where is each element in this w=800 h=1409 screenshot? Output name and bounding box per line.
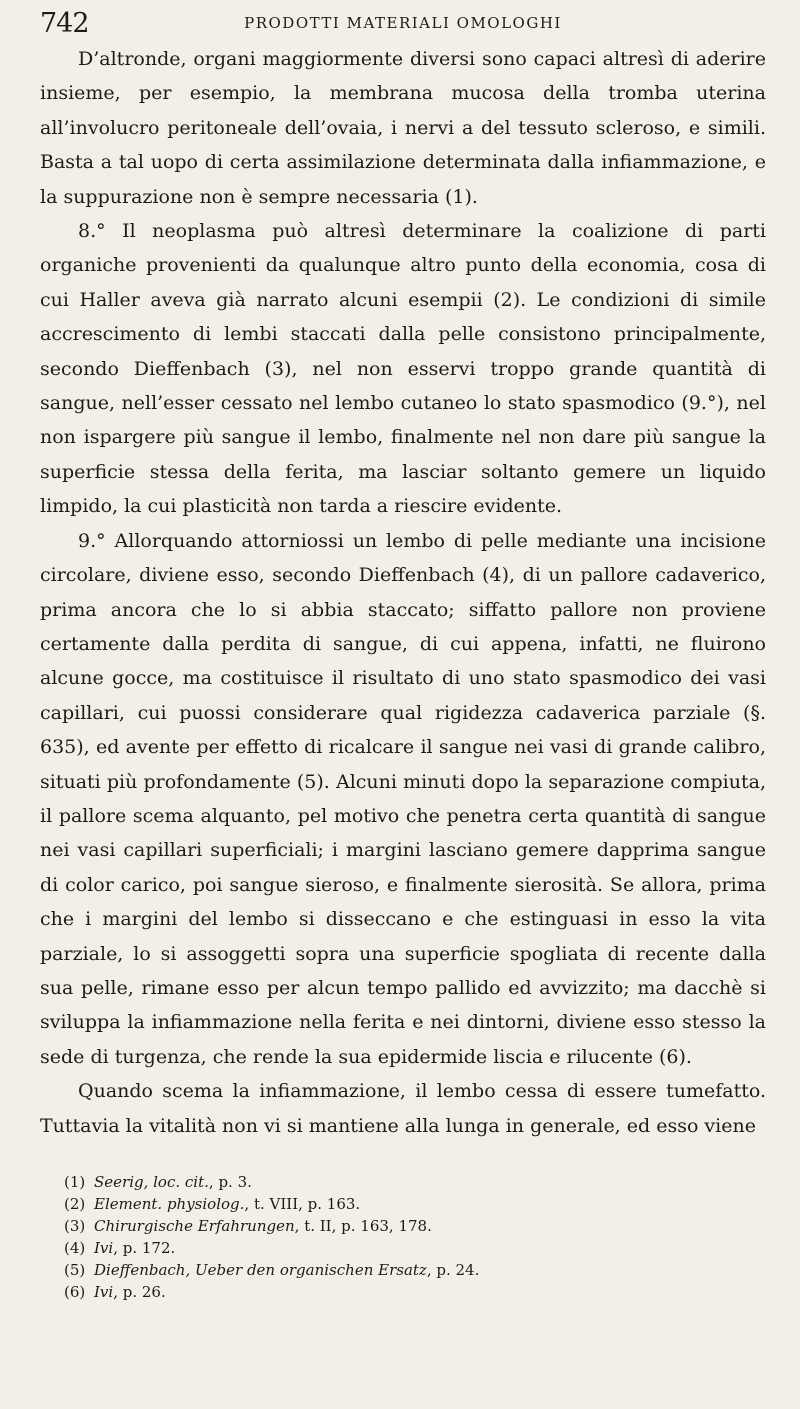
footnotes (40, 1171, 766, 1303)
footnote-ref: , p. 26. (113, 1283, 166, 1301)
footnote-mark: (5) (64, 1261, 86, 1279)
footnote (40, 1237, 766, 1259)
footnote (40, 1193, 766, 1215)
footnote-ref: , p. 172. (113, 1239, 176, 1257)
footnote-title: Chirurgische Erfahrungen (94, 1217, 295, 1235)
footnote-title: Dieffenbach, Ueber den organischen Ersatz (94, 1261, 427, 1279)
footnote-ref: , p. 3. (208, 1173, 252, 1191)
paragraph: Quando scema la infiammazione, il lembo cessa di essere tumefatto. Tuttavia la vitalità non vi si mantiene alla lunga in generale, ed esso viene (40, 1080, 766, 1137)
footnote-mark: (4) (64, 1239, 86, 1257)
footnote-mark: (2) (64, 1195, 86, 1213)
footnote-ref: , t. II, p. 163, 178. (294, 1217, 432, 1235)
footnote-title: Ivi (94, 1283, 114, 1301)
page-header (40, 8, 766, 42)
footnote (40, 1171, 766, 1193)
footnote-title: Ivi (94, 1239, 114, 1257)
paragraph: 9.° Allorquando attorniossi un lembo di pelle mediante una incisione circolare, diviene esso, secondo Dieffenbach (4), di un pallore cadaverico, prima ancora che lo si abbia staccato; siffatto pallore non proviene certamente dalla perdita di sangue, di cui appena, infatti, ne fluirono alcune gocce, ma costituisce il risultato di uno stato spasmodico dei vasi capillari, cui puossi considerare qual rigidezza cadaverica parziale (§. 635), ed avente per effetto di ricalcare il sangue nei vasi di grande calibro, situati più profondamente (5). Alcuni minuti dopo la separazione compiuta, il pallore scema alquanto, pel motivo che penetra certa quantità di sangue nei vasi capillari superficiali; i margini lasciano gemere dapprima sangue di color carico, poi sangue sieroso, e finalmente sierosità. Se allora, prima che i margini del lembo si disseccano e che estinguasi in esso la vita parziale, lo si assoggetti sopra una superficie spogliata di recente dalla sua pelle, rimane esso per alcun tempo pallido ed avvizzito; ma dacchè si sviluppa la infiammazione nella ferita e nei dintorni, diviene esso stesso la sede di turgenza, che rende la sua epidermide liscia e rilucente (6). (40, 529, 766, 1068)
footnote-ref: , t. VIII, p. 163. (244, 1195, 361, 1213)
footnote-title: Seerig, loc. cit. (94, 1173, 209, 1191)
footnote-mark: (3) (64, 1217, 86, 1235)
footnote (40, 1259, 766, 1281)
footnote-mark: (1) (64, 1173, 86, 1191)
footnote-title: Element. physiolog. (94, 1195, 245, 1213)
footnote-ref: , p. 24. (426, 1261, 480, 1279)
page-number: 742 (40, 8, 89, 39)
paragraph: D’altronde, organi maggiormente diversi sono capaci altresì di aderire insieme, per esempio, la membrana mucosa della tromba uterina all’involucro peritoneale dell’ovaia, i nervi a del tessuto scleroso, e simili. Basta a tal uopo di certa assimilazione determinata dalla infiammazione, e la suppurazione non è sempre necessaria (1). (40, 48, 766, 208)
body-text (40, 42, 766, 1143)
footnote-mark: (6) (64, 1283, 86, 1301)
paragraph: 8.° Il neoplasma può altresì determinare la coalizione di parti organiche provenienti da qualunque altro punto della economia, cosa di cui Haller aveva già narrato alcuni esempii (2). Le condizioni di simile accrescimento di lembi staccati dalla pelle consistono principalmente, secondo Dieffenbach (3), nel non esservi troppo grande quantità di sangue, nell’esser cessato nel lembo cutaneo lo stato spasmodico (9.°), nel non ispargere più sangue il lembo, finalmente nel non dare più sangue la superficie stessa della ferita, ma lasciar soltanto gemere un liquido limpido, la cui plasticità non tarda a riescire evidente. (40, 220, 766, 518)
footnote (40, 1215, 766, 1237)
running-head: PRODOTTI MATERIALI OMOLOGHI (244, 14, 562, 32)
footnote (40, 1281, 766, 1303)
